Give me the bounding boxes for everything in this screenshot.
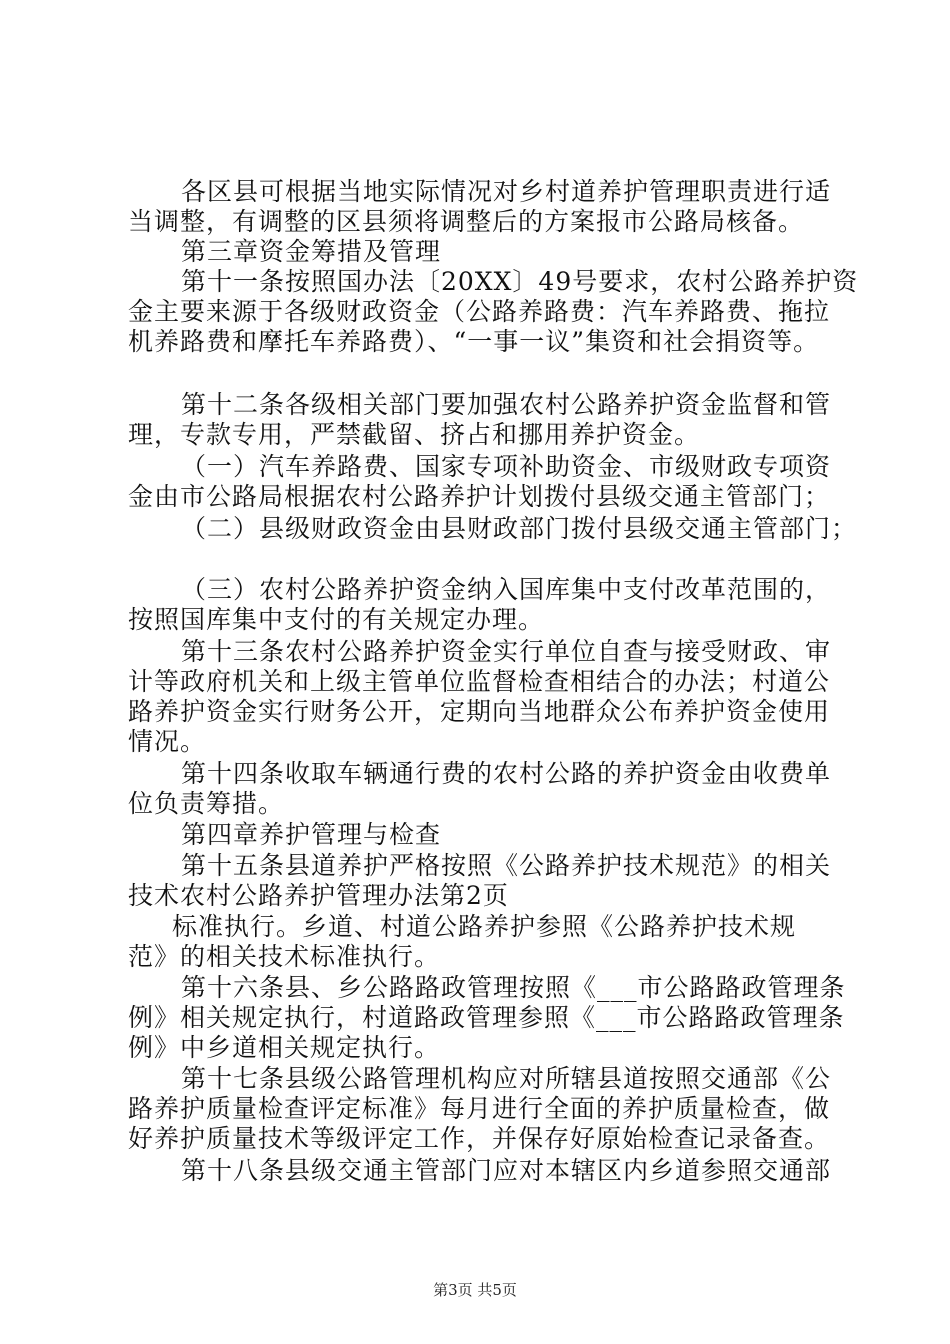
paragraph-line: 金由市公路局根据农村公路养护计划拨付县级交通主管部门； [128, 482, 831, 511]
paragraph-line: 计等政府机关和上级主管单位监督检查相结合的办法；村道公 [128, 667, 831, 696]
paragraph-line: 例》相关规定执行，村道路政管理参照《___市公路路政管理条 [128, 1003, 845, 1032]
paragraph-line: 第十八条县级交通主管部门应对本辖区内乡道参照交通部 [181, 1156, 832, 1185]
paragraph-line: 情况。 [128, 727, 207, 756]
paragraph-line: （三）农村公路养护资金纳入国库集中支付改革范围的， [181, 575, 832, 604]
paragraph-line: 标准执行。乡道、村道公路养护参照《公路养护技术规 [172, 912, 797, 941]
paragraph-line: 例》中乡道相关规定执行。 [128, 1033, 441, 1062]
page-number-footer: 第3页 共5页 [433, 1281, 517, 1299]
paragraph-line: 当调整，有调整的区县须将调整后的方案报市公路局核备。 [128, 207, 805, 236]
paragraph-line: （二）县级财政资金由县财政部门拨付县级交通主管部门； [181, 514, 858, 543]
paragraph-line: 按照国库集中支付的有关规定办理。 [128, 605, 545, 634]
paragraph-line: 路养护质量检查评定标准》每月进行全面的养护质量检查，做 [128, 1094, 831, 1123]
paragraph-line: 第十三条农村公路养护资金实行单位自查与接受财政、审 [181, 637, 832, 666]
paragraph-line: （一）汽车养路费、国家专项补助资金、市级财政专项资 [181, 452, 832, 481]
paragraph-line: 路养护资金实行财务公开，定期向当地群众公布养护资金使用 [128, 697, 831, 726]
paragraph-line: 第十六条县、乡公路路政管理按照《___市公路路政管理条 [181, 973, 846, 1002]
paragraph-line: 好养护质量技术等级评定工作，并保存好原始检查记录备查。 [128, 1124, 831, 1153]
paragraph-line: 金主要来源于各级财政资金（公路养路费：汽车养路费、拖拉 [128, 297, 831, 326]
paragraph-line: 第十四条收取车辆通行费的农村公路的养护资金由收费单 [181, 759, 832, 788]
paragraph-line: 第十一条按照国办法〔20XX〕49号要求，农村公路养护资 [181, 267, 859, 296]
paragraph-line: 第十二条各级相关部门要加强农村公路养护资金监督和管 [181, 390, 832, 419]
paragraph-line: 各区县可根据当地实际情况对乡村道养护管理职责进行适 [181, 177, 832, 206]
paragraph-line: 理，专款专用，严禁截留、挤占和挪用养护资金。 [128, 420, 701, 449]
paragraph-line: 机养路费和摩托车养路费）、“一事一议”集资和社会捐资等。 [128, 327, 820, 356]
paragraph-line: 位负责筹措。 [128, 789, 285, 818]
chapter-heading: 第四章养护管理与检查 [181, 820, 442, 849]
paragraph-line: 范》的相关技术标准执行。 [128, 942, 441, 971]
chapter-heading: 第三章资金筹措及管理 [181, 237, 442, 266]
paragraph-line: 技术农村公路养护管理办法第2页 [128, 881, 509, 910]
paragraph-line: 第十五条县道养护严格按照《公路养护技术规范》的相关 [181, 851, 832, 880]
paragraph-line: 第十七条县级公路管理机构应对所辖县道按照交通部《公 [181, 1064, 832, 1093]
